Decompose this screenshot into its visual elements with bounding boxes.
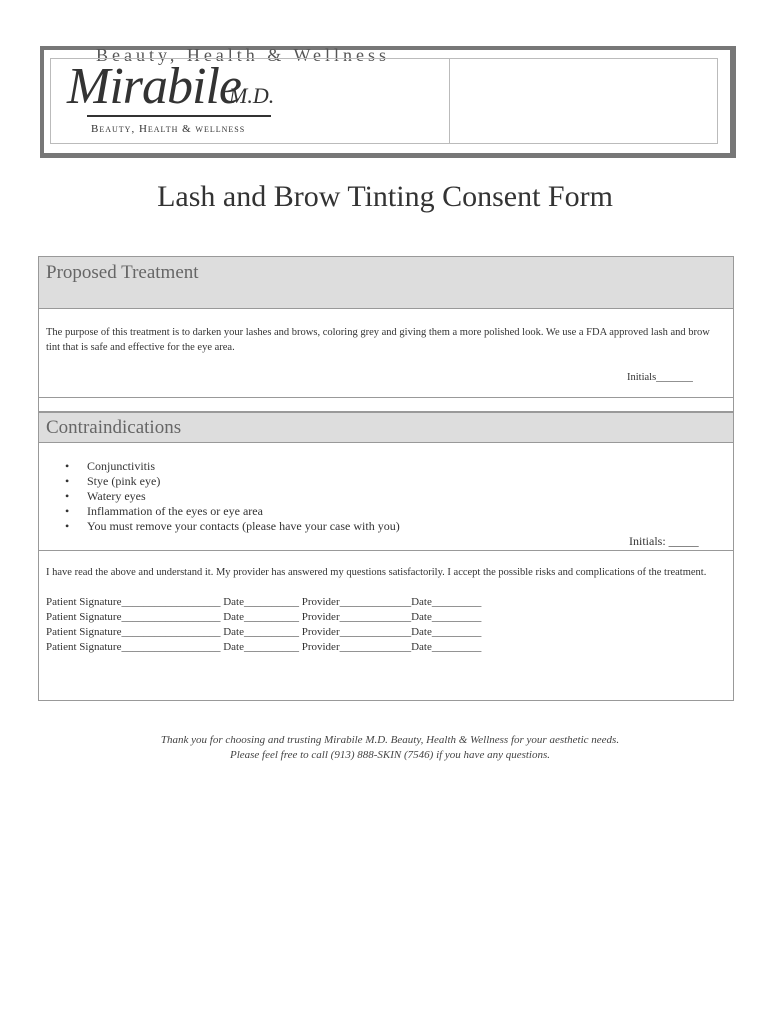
footer-note bbox=[0, 733, 780, 763]
signature-line[interactable]: Patient Signature__________________ Date__________ Provider_____________Date_________ bbox=[46, 626, 482, 638]
list-item: • Stye (pink eye) bbox=[47, 474, 400, 489]
proposed-treatment-section bbox=[38, 256, 734, 398]
header-logo-box bbox=[40, 46, 736, 158]
section-divider bbox=[39, 550, 733, 551]
page-title: Lash and Brow Tinting Consent Form bbox=[157, 180, 613, 213]
section-spacer bbox=[38, 396, 734, 412]
footer-line-2: Please feel free to call (913) 888-SKIN (7546) if you have any questions. bbox=[229, 749, 551, 761]
logo-underline bbox=[87, 115, 271, 117]
list-item: • Watery eyes bbox=[47, 489, 400, 504]
top-tagline: Beauty, Health & Wellness bbox=[96, 45, 391, 65]
list-item: • Conjunctivitis bbox=[47, 459, 400, 474]
header-divider bbox=[449, 59, 450, 143]
logo-md-suffix: M.D. bbox=[229, 83, 275, 108]
header-inner-frame bbox=[50, 58, 718, 144]
signature-block bbox=[46, 595, 481, 655]
signature-line[interactable]: Patient Signature__________________ Date__________ Provider_____________Date_________ bbox=[46, 596, 482, 608]
list-item: • You must remove your contacts (please have your case with you) bbox=[47, 519, 400, 534]
proposed-treatment-heading: Proposed Treatment bbox=[39, 257, 733, 309]
contraindications-list bbox=[47, 459, 400, 534]
contraindications-heading: Contraindications bbox=[39, 413, 733, 443]
list-item: • Inflammation of the eyes or eye area bbox=[47, 504, 400, 519]
contraindications-initials: Initials: _____ bbox=[629, 534, 699, 548]
signature-line[interactable]: Patient Signature__________________ Date__________ Provider_____________Date_________ bbox=[46, 641, 482, 653]
footer-line-1: Thank you for choosing and trusting Mirabile M.D. Beauty, Health & Wellness for your aesthetic needs. bbox=[160, 734, 620, 746]
signature-line[interactable]: Patient Signature__________________ Date__________ Provider_____________Date_________ bbox=[46, 611, 482, 623]
logo-tagline: Beauty, Health & wellness bbox=[91, 123, 246, 135]
proposed-treatment-initials: Initials_______ bbox=[627, 372, 693, 383]
acknowledgement-statement: I have read the above and understand it. My provider has answered my questions satisfactorily. I accept the possible risks and complications of the treatment. bbox=[46, 567, 707, 578]
logo-wordmark: Mirabile bbox=[67, 58, 241, 115]
contraindications-section bbox=[38, 412, 734, 701]
proposed-treatment-text: The purpose of this treatment is to darken your lashes and brows, coloring grey and giving them a more polished look. We use a FDA approved lash and brow tint that is safe and effective for the eye area. bbox=[46, 327, 710, 353]
